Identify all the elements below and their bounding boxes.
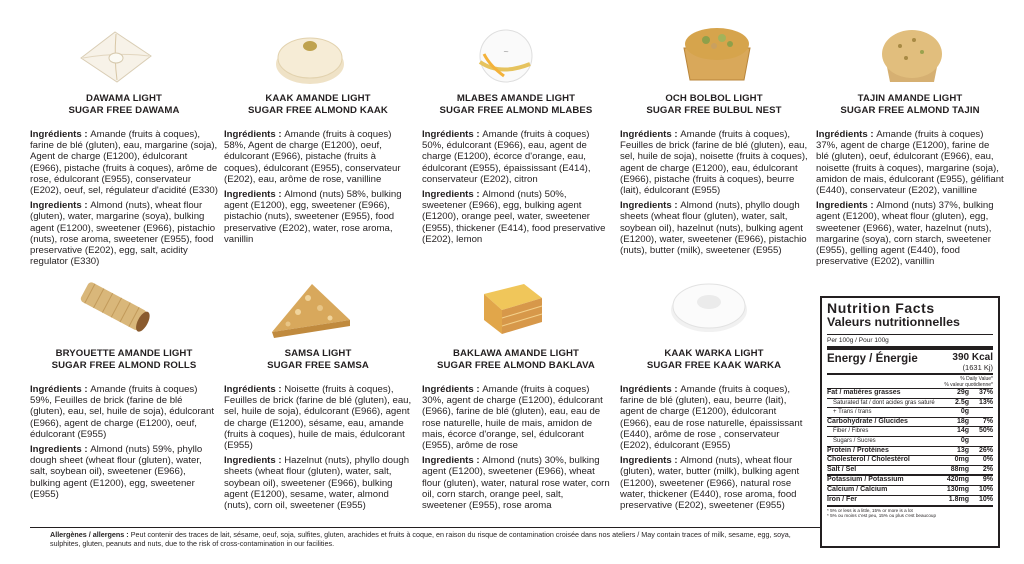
nutrient-name: Salt / Sel	[827, 465, 857, 473]
nutrient-row	[827, 485, 993, 495]
ingredients-en-text: Almond (nuts) 59%, phyllo dough sheet (wheat flour (gluten), water, salt, soybean oil), sweetener (E966), bulking agent (E1200), egg, sweetener (E955)	[30, 444, 203, 500]
ingredients-en	[224, 455, 412, 511]
nutrient-row	[827, 436, 993, 446]
footnote-en: * 5% or less is a little, 15% or more is a lot	[827, 508, 913, 514]
ingredients-fr	[422, 129, 610, 185]
mlabes-image	[470, 26, 540, 86]
ingredients-en	[224, 189, 412, 245]
nutrient-amount: 88mg	[950, 465, 969, 473]
ingredients-fr-label: Ingrédients :	[620, 129, 681, 140]
nutrient-amount: 13g	[956, 446, 969, 454]
dawama-image	[77, 28, 155, 84]
product-name-fr: KAAK AMANDE LIGHT	[265, 93, 371, 104]
daily-value-fr: % valeur quotidienne*	[944, 382, 993, 388]
ingredients-en	[620, 200, 808, 256]
ingredients-en-text: Almond (nuts) 30%, bulking agent (E1200), sweetener (E966), wheat flour (gluten), water, natural rose water, corn oil, corn starch, orange peel, salt, sweetener (E955), rose aroma	[422, 455, 610, 512]
nutrient-daily-value: 0%	[982, 456, 993, 464]
ingredients-en-text: Almond (nuts), wheat flour (gluten), water, margarine (soya), bulking agent (E1200), sweetener (E966), pistachio (nuts), rose aroma, sweetener (E955), food preservative (E202), egg, salt, acidity regulator (E330)	[30, 200, 216, 268]
nutrient-name: Calcium / Calcium	[827, 485, 888, 493]
allergens-text: Peut contenir des traces de lait, sésame, oeuf, soja, sulfites, gluten, arachides et fruits à coque, en raison du risque de contamination croisée dans nos ateliers / May contain traces of milk, sesame, egg, soya, sulphites, gluten, peanuts and nuts, due to the risk of cross-contamination in our facilities.	[50, 530, 791, 548]
ingredients-fr	[816, 129, 1004, 196]
ingredients-en-label: Ingredients :	[30, 200, 91, 212]
ingredients-fr-text: Amande (fruits à coques) 50%, édulcorant (E966), eau, agent de charge (E1200), écorce d'orange, eau, édulcorant (E955), épaississant (E414), conservateur (E202), citron	[422, 129, 591, 185]
product-title	[422, 93, 610, 117]
ingredients-fr	[620, 129, 808, 196]
ingredients-fr-label: Ingrédients :	[224, 129, 285, 140]
product-name-fr: BAKLAWA AMANDE LIGHT	[453, 348, 579, 359]
nutrient-name: + Trans / trans	[833, 409, 872, 416]
product-name-en: SUGAR FREE ALMOND MLABES	[439, 105, 593, 116]
ingredients-en-label: Ingredients :	[620, 200, 681, 212]
nutrient-daily-value: 10%	[978, 495, 993, 503]
ingredients-fr-label: Ingrédients :	[30, 384, 91, 395]
nutrient-amount: 420mg	[946, 476, 969, 484]
ingredients-en-text: Hazelnut (nuts), phyllo dough sheets (wheat flour (gluten), water, salt, soybean oil), sweetener (E966), bulking agent (E1200), sesame, water, almond (nuts), corn oil, sweetener (E955)	[224, 455, 410, 512]
och-bolbol-image	[678, 20, 756, 86]
product-name-fr: TAJIN AMANDE LIGHT	[857, 93, 963, 104]
nutrient-row	[827, 407, 993, 417]
nutrient-name: Iron / Fer	[827, 495, 857, 503]
nutrient-amount: 0g	[960, 408, 969, 416]
ingredients-en-text: Almond (nuts) 37%, bulking agent (E1200), wheat flour (gluten), egg, sweetener (E966), water, hazelnut (nuts), margarine (soya), corn starch, sweetener (E955), gelling agent (E440), food preservative (E202), vanillin	[816, 200, 994, 268]
product-baklava	[422, 348, 610, 511]
energy-row	[827, 346, 993, 372]
ingredients-fr	[422, 384, 610, 451]
ingredients-fr	[224, 384, 412, 451]
kaak-warka-image	[667, 274, 751, 336]
product-name-en: SUGAR FREE SAMSA	[267, 360, 369, 371]
bryouette-image	[74, 276, 156, 340]
nutrient-rows	[827, 388, 993, 504]
energy-label: Energy / Énergie	[827, 353, 918, 365]
nutrition-footnote	[827, 505, 993, 518]
baklava-image	[476, 276, 548, 340]
ingredients-fr-text: Amande (fruits à coques), Feuilles de brick (farine de blé (gluten), eau, sel, huile de soja), noisette (fruits à coques), agent de charge (E1200), eau, édulcorant (E966), pistache (fruits à coques), beurre (lait), édulcorant (E955)	[620, 129, 808, 197]
samsa-image	[268, 280, 354, 340]
svg-text:~: ~	[503, 48, 509, 56]
ingredients-fr-label: Ingrédients :	[422, 129, 483, 140]
nutrient-name: Carbohydrate / Glucides	[827, 417, 908, 425]
nutrient-row	[827, 446, 993, 456]
nutrition-title: Nutrition Facts	[827, 300, 935, 316]
nutrient-row	[827, 495, 993, 505]
ingredients-en-label: Ingredients :	[224, 455, 285, 467]
nutrition-subtitle: Valeurs nutritionnelles	[827, 315, 960, 329]
ingredients-en-label: Ingredients :	[224, 189, 285, 201]
product-name-fr: MLABES AMANDE LIGHT	[456, 93, 576, 104]
product-title	[224, 348, 412, 372]
nutrient-row	[827, 398, 993, 408]
ingredients-fr-text: Amande (fruits à coques) 58%, Agent de charge (E1200), oeuf, édulcorant (E966), pistache (fruits à coques), édulcorant (E955), conservateur (E202), eau, arôme de rose, vanilline	[224, 129, 401, 185]
ingredients-fr-text: Amande (fruits à coques) 30%, agent de charge (E1200), édulcorant (E966), farine de blé (gluten), eau, eau de rose naturelle, huile de mais, amidon de mais, écorce d'orange, sel, édulcorant (E955), arôme de rose	[422, 384, 603, 452]
ingredients-en-label: Ingredients :	[422, 455, 483, 467]
allergens-label: Allergènes / allergens :	[50, 530, 131, 539]
ingredients-en	[30, 444, 218, 500]
nutrition-facts-panel	[820, 296, 1000, 548]
product-name-en: SUGAR FREE DAWAMA	[68, 105, 180, 116]
product-title	[620, 348, 808, 372]
nutrient-amount: 130mg	[946, 485, 969, 493]
product-samsa	[224, 348, 412, 511]
nutrient-name: Fiber / Fibres	[833, 428, 869, 435]
ingredients-en-text: Almond (nuts), wheat flour (gluten), water, butter (milk), bulking agent (E1200), sweetener (E966), natural rose water, thickener (E440), rose aroma, food preservative (E202), sweetener (E955)	[620, 455, 800, 512]
ingredients-fr	[30, 129, 218, 196]
nutrient-row	[827, 388, 993, 398]
product-name-fr: KAAK WARKA LIGHT	[664, 348, 764, 359]
nutrient-daily-value: 9%	[982, 476, 993, 484]
product-kaak-amande	[224, 93, 412, 245]
ingredients-fr-text: Amande (fruits à coques) 37%, agent de charge (E1200), farine de blé (gluten), oeuf, édulcorant (E966), eau, noisette (fruits à coques), margarine (soja), amidon de mais, édulcorant (E955), gélifiant (E440), conservateur (E202), vanilline	[816, 129, 1004, 197]
product-name-en: SUGAR FREE ALMOND KAAK	[248, 105, 388, 116]
product-title	[422, 348, 610, 372]
product-name-en: SUGAR FREE BULBUL NEST	[646, 105, 782, 116]
allergens-note	[30, 530, 820, 548]
nutrient-name: Cholesterol / Cholestérol	[827, 456, 910, 464]
ingredients-fr-label: Ingrédients :	[620, 384, 681, 395]
nutrient-row	[827, 426, 993, 436]
ingredients-en-label: Ingredients :	[816, 200, 877, 212]
ingredients-en-text: Almond (nuts) 50%, sweetener (E966), egg, bulking agent (E1200), orange peel, water, sweetener (E955), thickener (E414), food preservative (E202), lemon	[422, 189, 606, 245]
product-name-fr: OCH BOLBOL LIGHT	[665, 93, 763, 104]
daily-value-header	[827, 373, 993, 388]
footnote-fr: * 5% ou moins c'est peu, 15% ou plus c'est beaucoup	[827, 513, 937, 519]
product-name-en: SUGAR FREE ALMOND BAKLAVA	[437, 360, 595, 371]
nutrient-amount: 1.8mg	[948, 495, 969, 503]
product-dawama	[30, 93, 218, 267]
product-mlabes	[422, 93, 610, 245]
product-kaak-warka	[620, 348, 808, 511]
footer-divider	[30, 527, 820, 528]
nutrient-row	[827, 465, 993, 475]
nutrient-amount: 2.5g	[954, 398, 969, 406]
nutrient-daily-value: 50%	[978, 427, 993, 435]
ingredients-fr-label: Ingrédients :	[30, 129, 91, 140]
nutrient-name: Potassium / Potassium	[827, 476, 904, 484]
nutrient-amount: 18g	[956, 417, 969, 425]
product-name-fr: SAMSA LIGHT	[284, 348, 352, 359]
ingredients-fr-label: Ingrédients :	[224, 384, 285, 395]
ingredients-en	[816, 200, 1004, 267]
nutrient-daily-value: 2%	[982, 465, 993, 473]
daily-value-en: % Daily Value*	[960, 376, 993, 382]
ingredients-en-text: Almond (nuts), phyllo dough sheets (wheat flour (gluten), water, salt, soybean oil), hazelnut (nuts), bulking agent (E1200), water, sweetener (E966), pistachio (nuts), butter (milk), sweetener (E955)	[620, 200, 807, 257]
product-title	[816, 93, 1004, 117]
nutrient-daily-value: 7%	[982, 417, 993, 425]
product-title	[224, 93, 412, 117]
serving-size: Per 100g / Pour 100g	[827, 334, 993, 344]
nutrient-amount: 29g	[956, 389, 969, 396]
ingredients-fr-text: Amande (fruits à coques) 59%, Feuilles de brick (farine de blé (gluten), eau, sel, huile de soja), édulcorant (E966), agent de charge (E1200), oeuf, édulcorant (E955)	[30, 384, 214, 440]
nutrient-row	[827, 417, 993, 427]
nutrient-row	[827, 474, 993, 485]
ingredients-en-label: Ingredients :	[620, 455, 681, 467]
product-bryouette	[30, 348, 218, 500]
product-name-fr: BRYOUETTE AMANDE LIGHT	[55, 348, 193, 359]
nutrient-amount: 0g	[960, 436, 969, 444]
ingredients-en-label: Ingredients :	[30, 444, 91, 456]
nutrient-daily-value: 37%	[978, 389, 993, 396]
ingredients-fr	[30, 384, 218, 440]
nutrient-name: Sugars / Sucres	[833, 437, 876, 444]
nutrient-amount: 14g	[956, 427, 969, 435]
product-title	[30, 93, 218, 117]
product-tajin	[816, 93, 1004, 267]
nutrient-name: Fat / matières grasses	[827, 389, 901, 396]
ingredients-fr-text: Amande (fruits à coques), farine de blé (gluten), eau, beurre (lait), agent de charge (E1200), édulcorant (E966), eau de rose naturelle, épaississant (E440), arôme de rose , conservateur (E202), édulcorant (E955)	[620, 384, 803, 452]
ingredients-en	[30, 200, 218, 267]
product-title	[620, 93, 808, 117]
ingredients-en-text: Almond (nuts) 58%, bulking agent (E1200), egg, sweetener (E966), pistachio (nuts), sweetener (E955), food preservative (E202), water, rose aroma, vanillin	[224, 189, 402, 245]
ingredients-fr-text: Noisette (fruits à coques), Feuilles de brick (farine de blé (gluten), eau, sel, huile de soja), édulcorant (E966), agent de charge (E1200), sésame, eau, amande (fruits à coques), huile de mais, édulcorant (E955)	[224, 384, 412, 452]
product-och-bolbol	[620, 93, 808, 256]
product-name-en: SUGAR FREE ALMOND TAJIN	[840, 105, 980, 116]
kaak-amande-image	[272, 24, 348, 86]
energy-value	[952, 352, 993, 372]
tajin-image	[876, 22, 948, 84]
nutrient-daily-value: 10%	[978, 485, 993, 493]
product-name-fr: DAWAMA LIGHT	[86, 93, 162, 104]
nutrient-amount: 0mg	[954, 456, 969, 464]
nutrient-row	[827, 455, 993, 465]
product-name-en: SUGAR FREE ALMOND ROLLS	[51, 360, 197, 371]
ingredients-en	[422, 455, 610, 511]
ingredients-fr-text: Amande (fruits à coques), farine de blé (gluten), eau, margarine (soja), Agent de charge (E1200), édulcorant (E966), pistache (fruits à coques), arôme de rose, édulcorant (E955), conservateur (E202), oeuf, sel, régulateur d'acidité (E330)	[30, 129, 218, 197]
ingredients-fr-label: Ingrédients :	[422, 384, 483, 395]
energy-kcal: 390 Kcal	[952, 352, 993, 363]
nutrient-name: Saturated fat / dont acides gras saturé	[833, 399, 935, 406]
ingredients-fr-label: Ingrédients :	[816, 129, 877, 140]
nutrient-daily-value: 13%	[978, 398, 993, 406]
ingredients-en	[620, 455, 808, 511]
ingredients-en-label: Ingredients :	[422, 189, 483, 201]
product-name-en: SUGAR FREE KAAK WARKA	[646, 360, 782, 371]
ingredients-en	[422, 189, 610, 245]
energy-kj: (1631 Kj)	[962, 363, 993, 372]
ingredients-fr	[620, 384, 808, 451]
ingredients-fr	[224, 129, 412, 185]
nutrient-name: Protein / Protéines	[827, 446, 889, 454]
nutrient-daily-value: 26%	[978, 446, 993, 454]
product-title	[30, 348, 218, 372]
